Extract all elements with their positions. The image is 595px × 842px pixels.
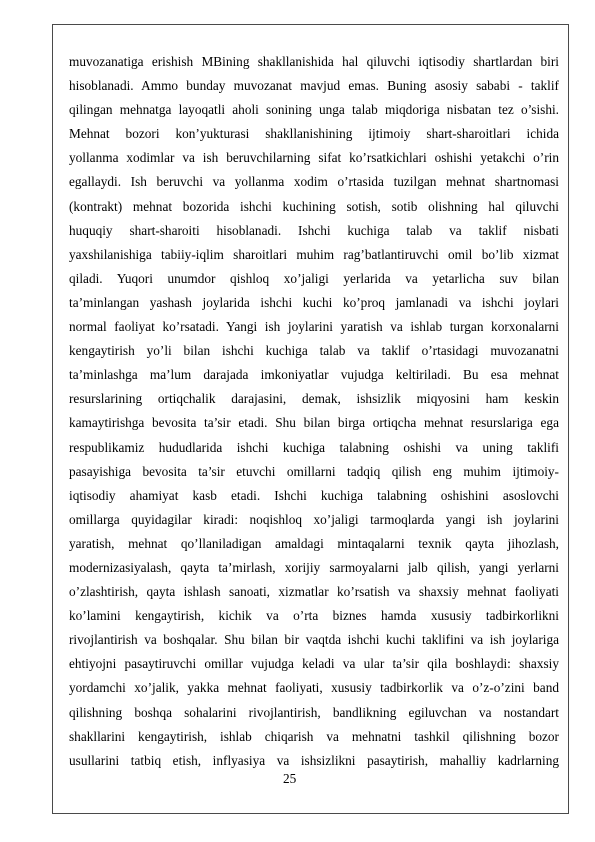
body-text — [69, 50, 559, 773]
text-line: yaratish, mehnat qo’llaniladigan amaldagi mintaqalarni texnik qayta jihozlash, — [69, 535, 559, 551]
text-line: muvozanatiga erishish MBining shakllanishida hal qiluvchi iqtisodiy shartlardan biri — [69, 54, 559, 69]
text-line: o’zlashtirish, qayta ishlash sanoati, xizmatlar ko’rsatish va shaxsiy mehnat faoliyati — [69, 584, 559, 600]
text-line: hisoblanadi. Ammo bunday muvozanat mavjud emas. Buning asosiy sababi - taklif — [69, 78, 559, 94]
text-line: yollanma xodimlar va ish beruvchilarning sifat ko’rsatkichlari oshishi yetakchi o’rin — [69, 150, 559, 166]
text-line: kamaytirishga bevosita ta’sir etadi. Shu bilan birga ortiqcha mehnat resurslariga ega — [69, 415, 559, 431]
text-line: usullarini tatbiq etish, inflyasiya va ishsizlikni pasaytirish, mahalliy kadrlarning — [69, 752, 559, 768]
text-line: kengaytirish yo’li bilan ishchi kuchiga talab va taklif o’rtasidagi muvozanatni — [69, 343, 559, 359]
text-line: pasayishiga bevosita ta’sir etuvchi omillarni tadqiq qilish eng muhim ijtimoiy- — [69, 463, 559, 479]
text-line: ta’minlangan yashash joylarida ishchi kuchi ko’proq jamlanadi va ishchi joylari — [69, 294, 559, 310]
page-number: 25 — [283, 771, 297, 786]
text-line: resurslarining ortiqchalik darajasini, demak, ishsizlik miqyosini ham keskin — [69, 391, 559, 407]
text-line: modernizasiyalash, qayta ta’mirlash, xorijiy sarmoyalarni jalb qilish, yangi yerlarni — [69, 559, 559, 575]
text-line: qilingan mehnatga layoqatli aholi sonining unga talab miqdoriga nisbatan tez o’sishi. — [69, 102, 559, 118]
text-line: ehtiyojni pasaytiruvchi omillar vujudga keladi va ular ta’sir qila boshlaydi: shaxsiy — [69, 656, 559, 672]
text-line: (kontrakt) mehnat bozorida ishchi kuchining sotish, sotib olishning hal qiluvchi — [69, 198, 559, 214]
text-line: respublikamiz hududlarida ishchi kuchiga talabning oshishi va uning taklifi — [69, 439, 559, 455]
text-line: ta’minlashga ma’lum darajada imkoniyatlar vujudga keltiriladi. Bu esa mehnat — [69, 367, 559, 383]
text-line: yaxshilanishiga tabiiy-iqlim sharoitlari muhim rag’batlantiruvchi omil bo’lib xizmat — [69, 246, 559, 262]
text-line: omillarga quyidagilar kiradi: noqishloq xo’jaligi tarmoqlarda yangi ish joylarini — [69, 511, 559, 527]
text-line: ko’lamini kengaytirish, kichik va o’rta biznes hamda xususiy tadbirkorlikni — [69, 608, 559, 624]
text-line: rivojlantirish va boshqalar. Shu bilan bir vaqtda ishchi kuchi taklifini va ish joylariga — [69, 632, 559, 648]
text-line: iqtisodiy ahamiyat kasb etadi. Ishchi kuchiga talabning oshishini asoslovchi — [69, 487, 559, 503]
text-line: Mehnat bozori kon’yukturasi shakllanishining ijtimoiy shart-sharoitlari ichida — [69, 126, 559, 142]
text-line: qilishning boshqa sohalarini rivojlantirish, bandlikning egiluvchan va nostandart — [69, 704, 559, 720]
text-line: egallaydi. Ish beruvchi va yollanma xodim o’rtasida tuzilgan mehnat shartnomasi — [69, 174, 559, 190]
text-line: huquqiy shart-sharoiti hisoblanadi. Ishchi kuchiga talab va taklif nisbati — [69, 222, 559, 238]
text-line: shakllarini kengaytirish, ishlab chiqarish va mehnatni tashkil qilishning bozor — [69, 728, 559, 744]
text-line: yordamchi xo’jalik, yakka mehnat faoliyati, xususiy tadbirkorlik va o’z-o’zini band — [69, 680, 559, 696]
text-line: qiladi. Yuqori unumdor qishloq xo’jaligi yerlarida va yetarlicha suv bilan — [69, 270, 559, 286]
text-line: normal faoliyat ko’rsatadi. Yangi ish joylarini yaratish va ishlab turgan korxonalarni — [69, 319, 559, 335]
